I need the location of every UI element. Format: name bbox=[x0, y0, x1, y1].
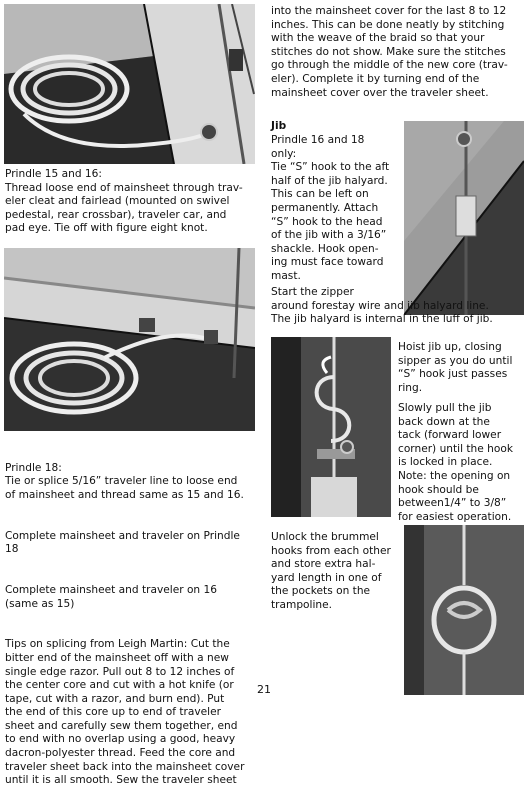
prindle-15-16-caption: Prindle 15 and 16: Thread loose end of mainsheet through trav- eler cleat and fairlead (mounted on swivel pedestal, rear crossbar), traveler car, and pad eye. Tie off with figure eight knot. bbox=[5, 168, 243, 235]
zipper-instructions: Start the zipper around forestay wire and jib halyard line. The jib halyard is internal in the luff of jib. bbox=[271, 286, 493, 326]
prindle-18-paragraph: Prindle 18: Tie or splice 5/16” traveler line to loose end of mainsheet and thread same as 15 and 16. bbox=[5, 461, 244, 501]
photo-s-hook bbox=[271, 337, 391, 517]
mainsheet-cover-text: into the mainsheet cover for the last 8 to 12 inches. This can be done neatly by stitching with the weave of the braid so that your stitches do not show. Make sure the stitches go through the middle of the new core (trav- eler). Complete it by turning end of the mainsheet cover over the traveler sheet. bbox=[271, 5, 508, 99]
unlock-brummel-text: Unlock the brummel hooks from each other and store extra hal- yard length in one of the pockets on the trampoline. bbox=[271, 531, 391, 611]
prindle-18-section bbox=[5, 448, 263, 801]
splicing-tips-paragraph: Tips on splicing from Leigh Martin: Cut the bitter end of the mainsheet off with a new single edge razor. Pull out 8 to 12 inches of the center core and cut with a hot knife (or tape, cut with a razor, and burn end). Put the end of this core up to end of traveler sheet and carefully sew them together, end to end with no overlap using a good, heavy dacron-polyester thread. Feed the core and traveler sheet back into the mainsheet cover until it is all smooth. Sew the traveler sheet bbox=[5, 638, 245, 787]
jib-instructions: Prindle 16 and 18 only: Tie “S” hook to the aft half of the jib halyard. This can be left on permanently. Attach “S” hook to the head of the jib with a 3/16” shackle. Hook open- ing must face toward mast. bbox=[271, 134, 390, 282]
complete-prindle-18-paragraph: Complete mainsheet and traveler on Prindle 18 bbox=[5, 529, 240, 556]
photo-brummel-hooks bbox=[404, 525, 524, 695]
complete-prindle-16-paragraph: Complete mainsheet and traveler on 16 (same as 15) bbox=[5, 583, 217, 610]
photo-mainsheet-coil bbox=[4, 4, 255, 164]
pull-jib-text: Slowly pull the jib back down at the tack (forward lower corner) until the hook is locked in place. Note: the opening on hook should be between1/4” to 3/8” for easiest operation. bbox=[398, 402, 513, 523]
page-number: 21 bbox=[257, 683, 271, 696]
photo-traveler-crossbar bbox=[4, 248, 255, 431]
hoist-jib-text: Hoist jib up, closing sipper as you do until “S” hook just passes ring. bbox=[398, 341, 513, 394]
jib-heading: Jib bbox=[271, 120, 287, 132]
